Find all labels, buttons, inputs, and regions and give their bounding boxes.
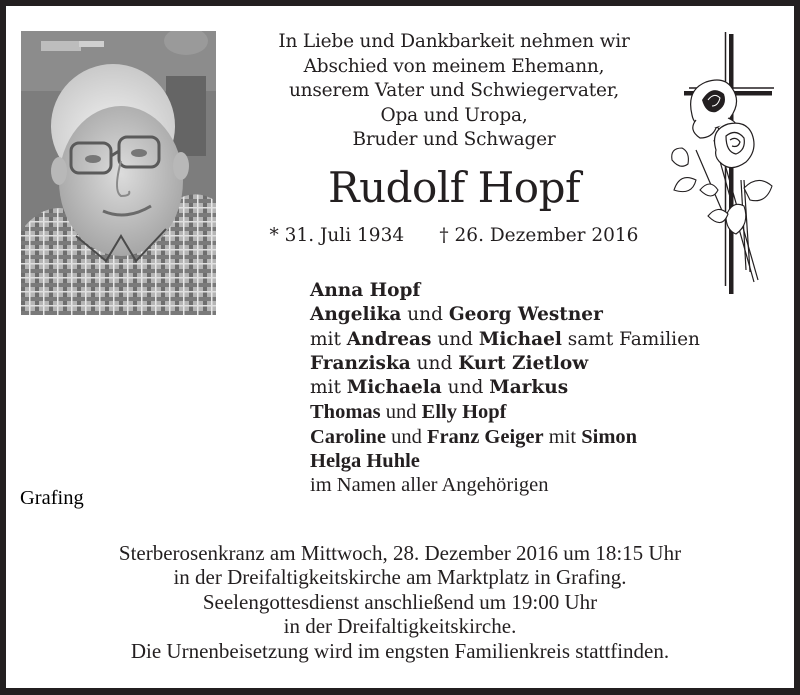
mourner-name: Angelika [310, 304, 402, 326]
connector-text: samt Familien [561, 328, 700, 350]
mourner-line [310, 449, 700, 473]
mourner-line [310, 303, 700, 327]
portrait-photo [21, 31, 216, 315]
mourner-name: Elly Hopf [421, 401, 507, 424]
service-line: Sterberosenkranz am Mittwoch, 28. Dezember 2016 um 18:15 Uhr [118, 541, 682, 565]
intro-line: Opa und Uropa, [380, 104, 528, 126]
connector-text: mit [543, 425, 582, 448]
life-dates [232, 224, 676, 248]
mourner-line [310, 279, 700, 303]
mourner-name: Caroline [310, 425, 386, 448]
connector-text: und [410, 352, 459, 374]
mourner-name: Michaela [346, 377, 442, 399]
connector-text: und [401, 304, 449, 326]
service-line: in der Dreifaltigkeitskirche am Marktplatz in Grafing. [173, 565, 627, 590]
service-details [6, 541, 794, 663]
place-name: Grafing [20, 487, 84, 509]
connector-text: und [441, 377, 490, 399]
intro-line: unserem Vater und Schwiegervater, [288, 80, 620, 102]
connector-text: mit [310, 377, 347, 399]
connector-text: im Namen aller Angehörigen [310, 474, 549, 497]
mourner-name: Anna Hopf [310, 280, 421, 301]
mourner-name: Helga Huhle [310, 450, 420, 473]
mourner-name: Franziska [310, 352, 411, 374]
mourners-list [310, 279, 700, 498]
service-line: Seelengottesdienst anschließend um 19:00 Uhr [202, 589, 598, 614]
connector-text: und [385, 425, 427, 448]
intro-line: Bruder und Schwager [352, 129, 556, 151]
mourner-name: Thomas [310, 401, 381, 424]
connector-text: mit [310, 328, 347, 350]
cross-with-roses-icon [666, 20, 796, 310]
mourner-name: Georg Westner [448, 304, 603, 326]
deceased-name: Rudolf Hopf [327, 163, 581, 212]
service-line: in der Dreifaltigkeitskirche. [283, 614, 517, 639]
mourner-line [310, 400, 700, 424]
mourner-line [310, 376, 700, 400]
mourner-name: Simon [581, 425, 638, 448]
mourner-line [310, 425, 700, 449]
mourner-name: Markus [489, 377, 569, 399]
service-line: Die Urnenbeisetzung wird im engsten Familienkreis stattfinden. [130, 638, 670, 663]
connector-text: und [431, 328, 479, 350]
obituary-notice [6, 6, 794, 688]
mourner-line [310, 328, 700, 352]
intro-line: In Liebe und Dankbarkeit nehmen wir [278, 31, 630, 52]
mourner-name: Franz Geiger [426, 425, 544, 448]
intro-line: Abschied von meinem Ehemann, [303, 55, 605, 77]
intro-text [232, 30, 676, 153]
mourner-name: Michael [478, 328, 562, 350]
mourner-name: Kurt Zietlow [458, 352, 589, 374]
death-date: † 26. Dezember 2016 [439, 225, 639, 246]
mourner-line [310, 473, 700, 497]
connector-text: und [380, 401, 422, 424]
mourner-line [310, 352, 700, 376]
mourner-name: Andreas [346, 328, 432, 350]
birth-date: * 31. Juli 1934 [269, 225, 405, 246]
